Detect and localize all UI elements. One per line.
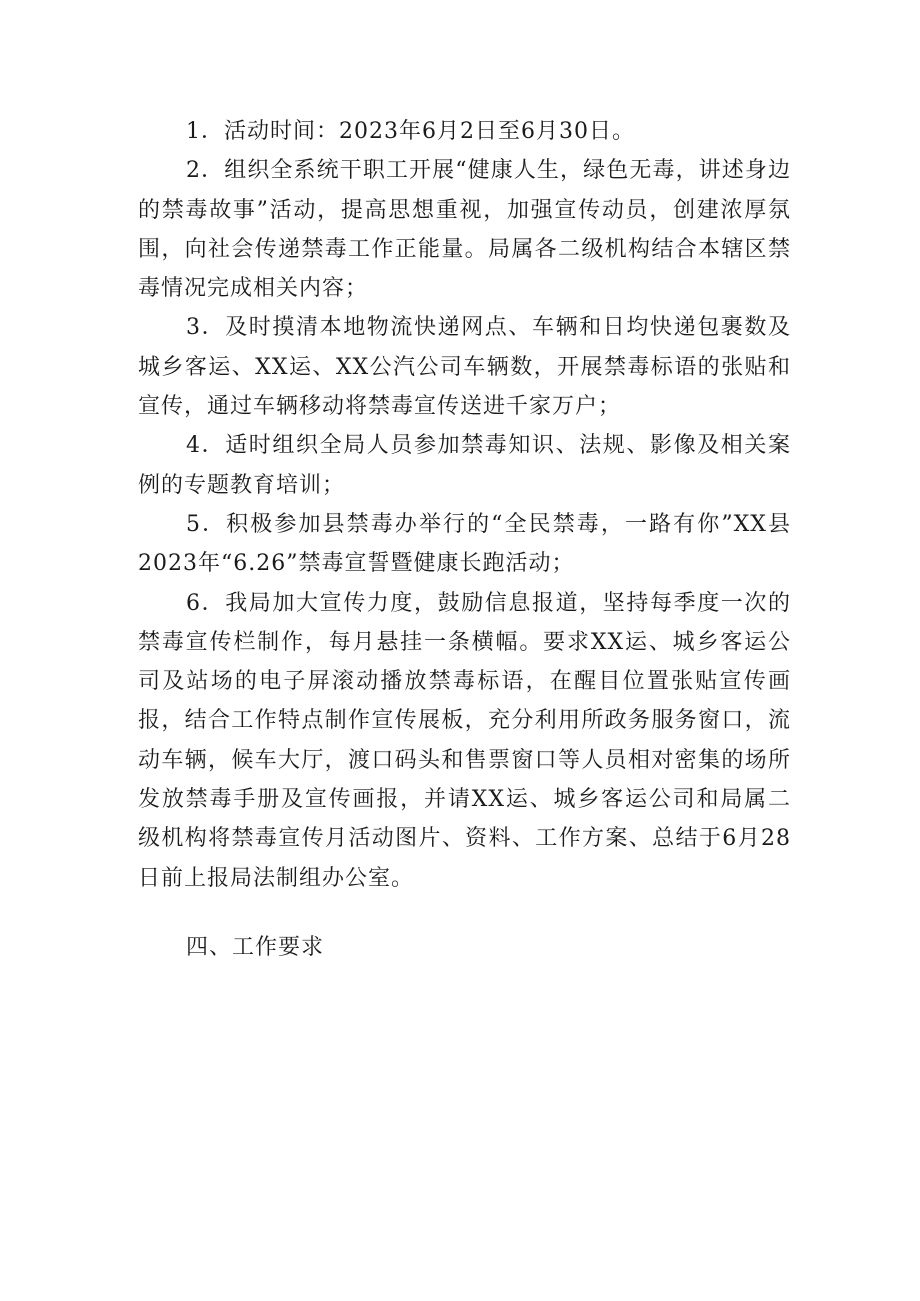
- section-heading: 四、工作要求: [186, 934, 325, 960]
- paragraph-pledge-run: 5．积极参加县禁毒办举行的“全民禁毒，一路有你”XX县2023年“6.26”禁毒宣誓暨健康长跑活动；: [138, 511, 791, 577]
- paragraph-logistics-survey: 3．及时摸清本地物流快递网点、车辆和日均快递包裹数及城乡客运、XX运、XX公汽公司车辆数，开展禁毒标语的张贴和宣传，通过车辆移动将禁毒宣传送进千家万户；: [138, 315, 791, 420]
- document-body: [138, 112, 791, 967]
- paragraph-publicity: 6．我局加大宣传力度，鼓励信息报道，坚持每季度一次的禁毒宣传栏制作，每月悬挂一条横幅。要求XX运、城乡客运公司及站场的电子屏滚动播放禁毒标语，在醒目位置张贴宣传画报，结合工作特点制作宣传展板，充分利用所政务服务窗口，流动车辆，候车大厅，渡口码头和售票窗口等人员相对密集的场所发放禁毒手册及宣传画报，并请XX运、城乡客运公司和局属二级机构将禁毒宣传月活动图片、资料、工作方案、总结于6月28日前上报局法制组办公室。: [138, 590, 791, 891]
- paragraph-activity-time: 1．活动时间：2023年6月2日至6月30日。: [186, 119, 635, 144]
- paragraph-organize-activity: 2．组织全系统干职工开展“健康人生，绿色无毒，讲述身边的禁毒故事”活动，提高思想重视，加强宣传动员，创建浓厚氛围，向社会传递禁毒工作正能量。局属各二级机构结合本辖区禁毒情况完成相关内容；: [138, 158, 791, 302]
- paragraph-training: 4．适时组织全局人员参加禁毒知识、法规、影像及相关案例的专题教育培训；: [138, 433, 791, 498]
